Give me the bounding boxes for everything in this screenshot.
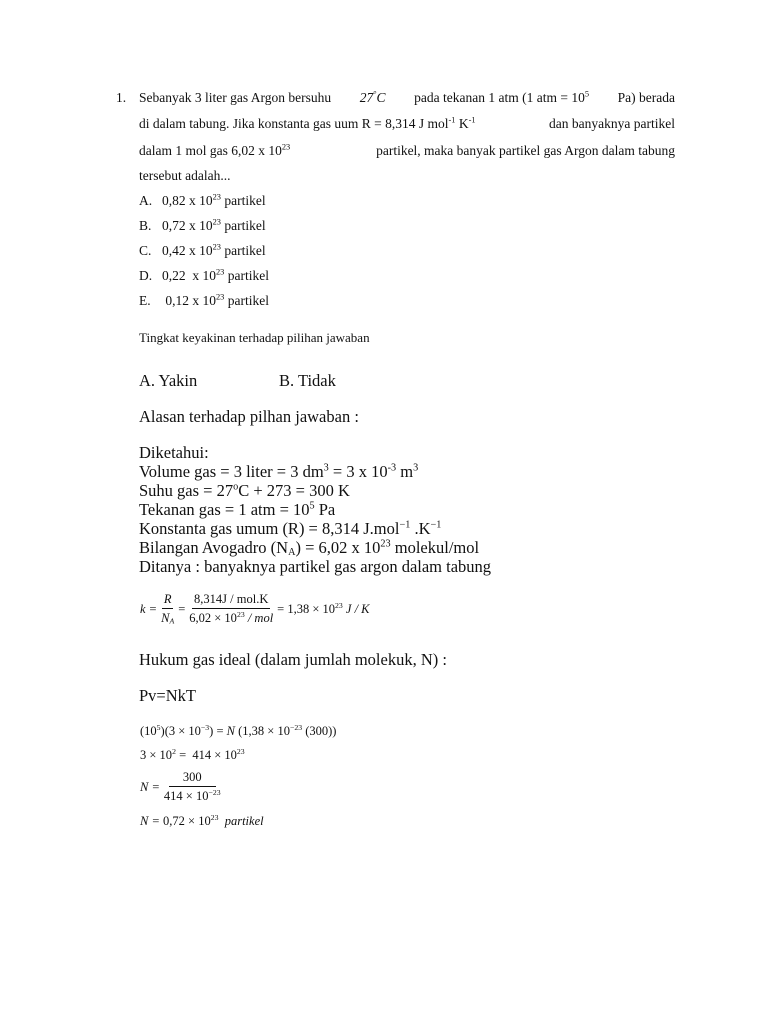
asked-statement: Ditanya : banyaknya partikel gas argon dalam tabung [139,557,492,576]
known-avogadro: Bilangan Avogadro $(N_A) = 6,02$ x $10^{23}$ molekul/mol [139,538,480,559]
calc-step-3: N = $\frac{300}{414 \times 10^{-23}}$ [140,770,221,803]
question-line-3: dalam 1 mol gas 6,02 x $10^{23}$ partikel, maka banyak partikel gas Argon dalam tabung [139,142,675,158]
answer-option-b[interactable]: B. 0,72 x $10^{23}$ partikel [139,217,266,233]
ideal-gas-heading: Hukum gas ideal (dalam jumlah molekuk, N) : [139,650,447,669]
calc-result: $N = 0,72 \times 10^{23}$ partikel [140,812,264,828]
question-number: 1. [116,90,127,105]
known-heading: Diketahui: [139,443,209,462]
answer-option-c[interactable]: C. 0,42 x $10^{23}$ partikel [139,242,266,258]
question-line-1: Sebanyak 3 liter gas Argon bersuhu 27°C pada tekanan 1 atm (1 atm = $10^5$ Pa) berada [139,89,675,105]
ideal-gas-formula: Pv=NkT [139,686,196,705]
reason-heading: Alasan terhadap pilhan jawaban : [139,407,359,426]
answer-option-e[interactable]: E. 0,12 x $10^{23}$ partikel [139,292,269,308]
answer-option-a[interactable]: A. 0,82 x $10^{23}$ partikel [139,192,266,208]
known-pressure: Tekanan gas = 1 atm = $10^5$ Pa [139,500,336,519]
known-gas-constant: Konstanta gas umum (R) = 8,314 J.mol$^{-1}$ $.K^{-1}$ [139,519,442,538]
question-line-4: tersebut adalah... [139,168,231,183]
boltzmann-equation: k = $\frac{R}{N_A}$ = $\frac{\text{8,314J / mol.K}}{6,02 \times 10^{23} / mol}$ = $1,38 \times 10^{23}$ J / K [140,592,370,626]
fraction-r-over-na: $\frac{R}{N_A}$ [161,592,175,626]
confidence-prompt: Tingkat keyakinan terhadap pilihan jawaban [139,330,370,345]
confidence-option-tidak[interactable]: B. Tidak [279,371,336,390]
known-temperature: Suhu gas = $27^oC + 273 = 300$ K [139,481,350,500]
calc-step-2: $3 \times 10^2 = 414 \times 10^{23}$ [140,746,245,762]
fraction-values: $\frac{\text{8,314J / mol.K}}{6,02 \times 10^{23} / mol}$ [189,592,274,625]
confidence-option-yakin[interactable]: A. Yakin [139,371,198,390]
known-volume: Volume gas = 3 liter = 3 $dm^3 = 3$ x $10^{-3}$ $m^3$ [139,462,419,481]
question-line-2: di dalam tabung. Jika konstanta gas uum R = 8,314 J mol$^{-1}$ $K^{-1}$ dan banyaknya partikel [139,115,675,131]
answer-option-d[interactable]: D. 0,22 x $10^{23}$ partikel [139,267,269,283]
calc-step-1: $(10^5)(3 \times 10^{-3}) = N$ ($1,38 \times 10^{-23}$ (300)) [140,722,337,738]
fraction-n: $\frac{300}{414 \times 10^{-23}}$ [163,770,221,803]
